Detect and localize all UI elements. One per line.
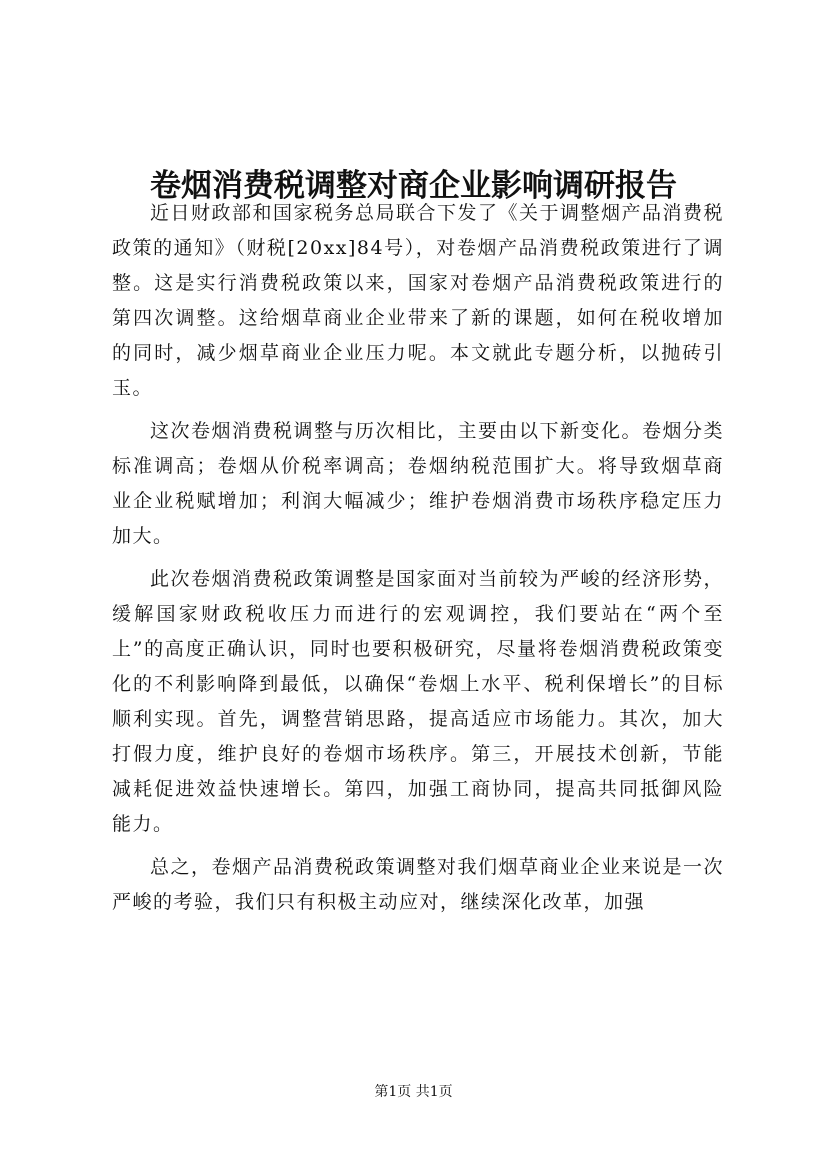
paragraph-intro: 近日财政部和国家税务总局联合下发了《关于调整烟产品消费税政策的通知》（财税[20xx]84号），对卷烟产品消费税政策进行了调整。这是实行消费税政策以来，国家对卷烟产品消费税政策进行的第四次调整。这给烟草商业企业带来了新的课题，如何在税收增加的同时，减少烟草商业企业压力呢。本文就此专题分析，以抛砖引玉。	[112, 202, 725, 399]
paragraph-changes: 这次卷烟消费税调整与历次相比，主要由以下新变化。卷烟分类标准调高；卷烟从价税率调高；卷烟纳税范围扩大。将导致烟草商业企业税赋增加；利润大幅减少；维护卷烟消费市场秩序稳定压力加大。	[112, 420, 725, 547]
paragraph-conclusion: 总之，卷烟产品消费税政策调整对我们烟草商业企业来说是一次严峻的考验，我们只有积极主动应对，继续深化改革，加强	[112, 856, 725, 913]
document-body	[112, 196, 724, 920]
page-number-footer: 第1页 共1页	[374, 1084, 453, 1100]
paragraph-measures: 此次卷烟消费税政策调整是国家面对当前较为严峻的经济形势，缓解国家财政税收压力而进行的宏观调控，我们要站在“两个至上”的高度正确认识，同时也要积极研究，尽量将卷烟消费税政策变化的不利影响降到最低，以确保“卷烟上水平、税利保增长”的目标顺利实现。首先，调整营销思路，提高适应市场能力。其次，加大打假力度，维护良好的卷烟市场秩序。第三，开展技术创新，节能减耗促进效益快速增长。第四，加强工商协同，提高共同抵御风险能力。	[112, 568, 725, 835]
document-title: 卷烟消费税调整对商企业影响调研报告	[150, 167, 677, 204]
